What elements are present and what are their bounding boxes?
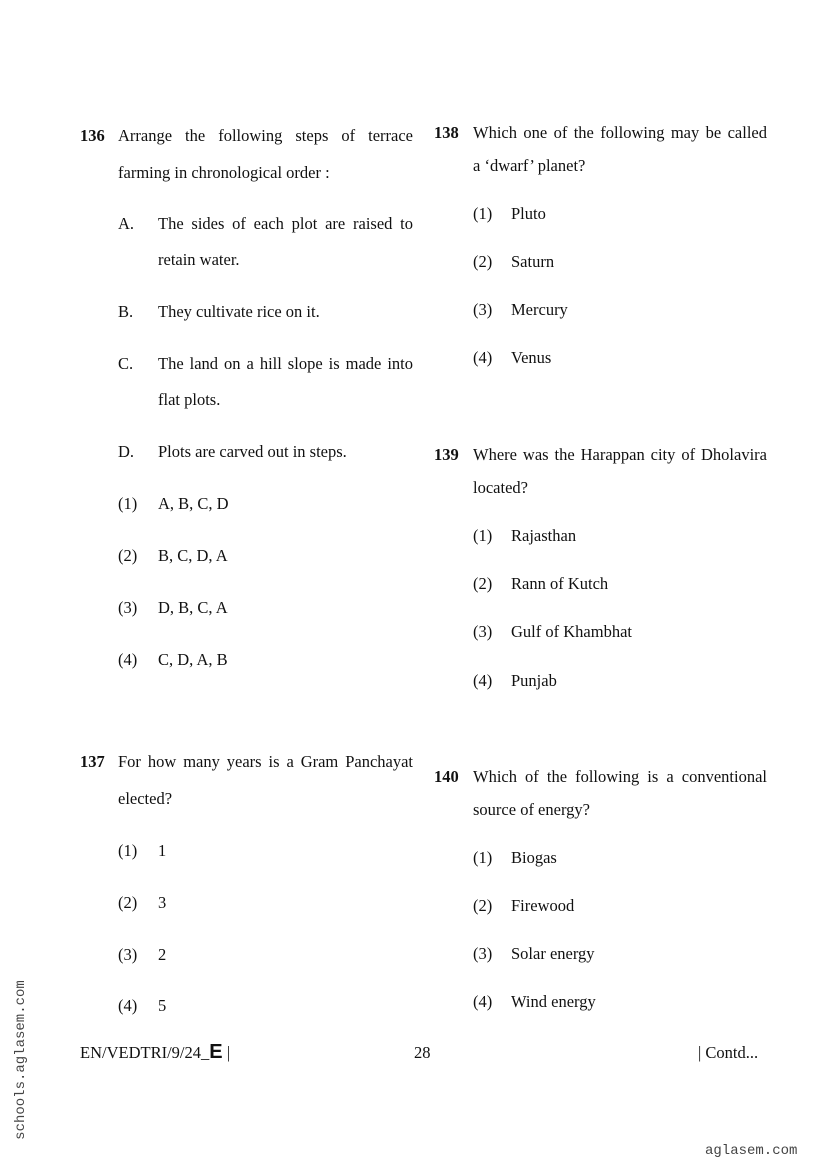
- bottom-watermark: aglasem.com: [705, 1143, 798, 1159]
- option-label: (3): [118, 945, 138, 964]
- question-text: Which of the following is a conventional: [473, 767, 767, 786]
- question-text: Where was the Harappan city of Dholavira: [473, 445, 767, 464]
- question-number: 136: [80, 126, 105, 145]
- page-number: 28: [414, 1043, 431, 1062]
- option-text: Venus: [511, 348, 552, 367]
- option-label: (1): [473, 526, 493, 545]
- option-text: Solar energy: [511, 944, 595, 963]
- step-label: C.: [118, 354, 134, 373]
- option-text: Gulf of Khambhat: [511, 622, 632, 641]
- step-label: D.: [118, 442, 135, 461]
- option-label: (4): [473, 348, 493, 367]
- question-text: Arrange the following steps of terrace: [118, 126, 413, 145]
- question-text: elected?: [118, 789, 173, 808]
- step-text: Plots are carved out in steps.: [158, 442, 347, 461]
- continued-label: | Contd...: [698, 1043, 759, 1062]
- step-text: The land on a hill slope is made into: [158, 354, 413, 373]
- option-text: C, D, A, B: [158, 650, 228, 669]
- option-text: Pluto: [511, 204, 546, 223]
- question-text: located?: [473, 478, 528, 497]
- option-label: (1): [473, 848, 493, 867]
- option-label: (4): [473, 671, 493, 690]
- option-label: (2): [118, 893, 138, 912]
- option-text: Saturn: [511, 252, 555, 271]
- option-label: (3): [118, 598, 138, 617]
- option-label: (2): [473, 896, 493, 915]
- footer-code: [80, 1043, 230, 1062]
- option-text: Mercury: [511, 300, 568, 319]
- option-label: (1): [118, 841, 138, 860]
- option-label: (2): [118, 546, 138, 565]
- option-label: (3): [473, 300, 493, 319]
- separator: |: [222, 1043, 231, 1062]
- option-text: Rann of Kutch: [511, 574, 609, 593]
- side-watermark: schools.aglasem.com: [13, 980, 29, 1140]
- option-label: (4): [473, 992, 493, 1011]
- option-text: A, B, C, D: [158, 494, 229, 513]
- option-label: (1): [118, 494, 138, 513]
- option-label: (4): [118, 996, 138, 1015]
- option-label: (2): [473, 574, 493, 593]
- question-number: 137: [80, 752, 105, 771]
- paper-code: EN/VEDTRI/9/24_: [80, 1043, 210, 1062]
- step-text: retain water.: [158, 250, 240, 269]
- option-label: (3): [473, 944, 493, 963]
- option-text: 2: [158, 945, 167, 964]
- question-number: 139: [434, 445, 459, 464]
- step-label: A.: [118, 214, 135, 233]
- paper-set-letter: E: [209, 1041, 223, 1063]
- step-text: flat plots.: [158, 390, 221, 409]
- option-label: (3): [473, 622, 493, 641]
- question-number: 138: [434, 123, 459, 142]
- option-label: (2): [473, 252, 493, 271]
- option-text: Wind energy: [511, 992, 596, 1011]
- step-label: B.: [118, 302, 134, 321]
- option-text: 5: [158, 996, 167, 1015]
- option-text: Firewood: [511, 896, 575, 915]
- question-number: 140: [434, 767, 459, 786]
- option-text: D, B, C, A: [158, 598, 228, 617]
- option-text: B, C, D, A: [158, 546, 228, 565]
- option-text: Rajasthan: [511, 526, 577, 545]
- step-text: They cultivate rice on it.: [158, 302, 320, 321]
- option-text: 1: [158, 841, 167, 860]
- option-label: (4): [118, 650, 138, 669]
- question-text: For how many years is a Gram Panchayat: [118, 752, 413, 771]
- option-text: 3: [158, 893, 167, 912]
- option-label: (1): [473, 204, 493, 223]
- question-text: Which one of the following may be called: [473, 123, 767, 142]
- option-text: Biogas: [511, 848, 557, 867]
- question-text: a ‘dwarf’ planet?: [473, 156, 586, 175]
- option-text: Punjab: [511, 671, 557, 690]
- step-text: The sides of each plot are raised to: [158, 214, 413, 233]
- question-text: source of energy?: [473, 800, 590, 819]
- question-text: farming in chronological order :: [118, 163, 330, 182]
